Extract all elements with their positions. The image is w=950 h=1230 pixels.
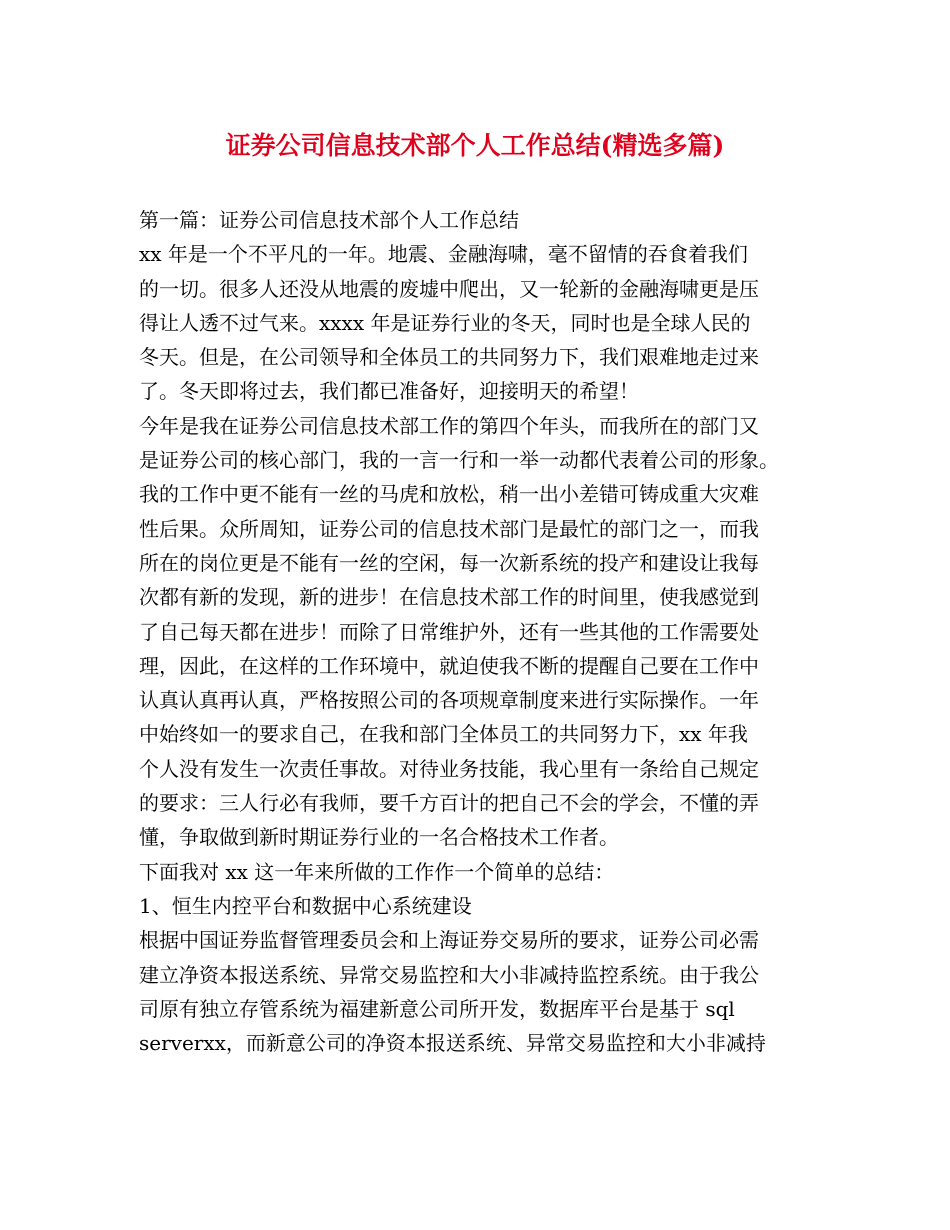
body-line: 今年是我在证券公司信息技术部工作的第四个年头，而我所在的部门又 xyxy=(139,413,759,438)
body-line: 个人没有发生一次责任事故。对待业务技能，我心里有一条给自己规定 xyxy=(139,756,759,781)
body-line: 理，因此，在这样的工作环境中，就迫使我不断的提醒自己要在工作中 xyxy=(139,653,759,678)
body-line: 了自己每天都在进步！而除了日常维护外，还有一些其他的工作需要处 xyxy=(139,619,759,644)
body-line: xx 年是一个不平凡的一年。地震、金融海啸，毫不留情的吞食着我们 xyxy=(139,242,748,267)
body-line: 根据中国证券监督管理委员会和上海证券交易所的要求，证券公司必需 xyxy=(139,928,759,953)
body-line: 了。冬天即将过去，我们都已准备好，迎接明天的希望！ xyxy=(139,379,639,404)
body-line: 认真认真再认真，严格按照公司的各项规章制度来进行实际操作。一年 xyxy=(139,688,759,713)
body-line: 所在的岗位更是不能有一丝的空闲，每一次新系统的投产和建设让我每 xyxy=(139,550,759,575)
body-line: 建立净资本报送系统、异常交易监控和大小非减持监控系统。由于我公 xyxy=(139,962,759,987)
body-line: 1、恒生内控平台和数据中心系统建设 xyxy=(139,893,472,918)
body-line: 冬天。但是，在公司领导和全体员工的共同努力下，我们艰难地走过来 xyxy=(139,345,759,370)
body-line: 懂，争取做到新时期证券行业的一名合格技术工作者。 xyxy=(139,825,619,850)
body-line: 是证券公司的核心部门，我的一言一行和一举一动都代表着公司的形象。 xyxy=(139,448,779,473)
body-line: 的要求：三人行必有我师，要千方百计的把自己不会的学会，不懂的弄 xyxy=(139,791,759,816)
body-line: 次都有新的发现，新的进步！在信息技术部工作的时间里，使我感觉到 xyxy=(139,585,759,610)
body-line: 的一切。很多人还没从地震的废墟中爬出，又一轮新的金融海啸更是压 xyxy=(139,276,759,301)
body-line: serverxx，而新意公司的净资本报送系统、异常交易监控和大小非减持 xyxy=(139,1031,766,1056)
body-line: 中始终如一的要求自己，在我和部门全体员工的共同努力下，xx 年我 xyxy=(139,722,748,747)
document-title: 证券公司信息技术部个人工作总结(精选多篇) xyxy=(225,131,725,160)
body-line: 第一篇：证券公司信息技术部个人工作总结 xyxy=(139,208,519,232)
document-body xyxy=(139,203,829,1060)
body-line: 得让人透不过气来。xxxx 年是证券行业的冬天，同时也是全球人民的 xyxy=(139,310,751,335)
body-line: 性后果。众所周知，证券公司的信息技术部门是最忙的部门之一，而我 xyxy=(139,516,759,541)
body-line: 司原有独立存管系统为福建新意公司所开发，数据库平台是基于 sql xyxy=(139,996,735,1021)
body-line: 我的工作中更不能有一丝的马虎和放松，稍一出小差错可铸成重大灾难 xyxy=(139,482,759,507)
body-line: 下面我对 xx 这一年来所做的工作作一个简单的总结： xyxy=(139,859,615,884)
